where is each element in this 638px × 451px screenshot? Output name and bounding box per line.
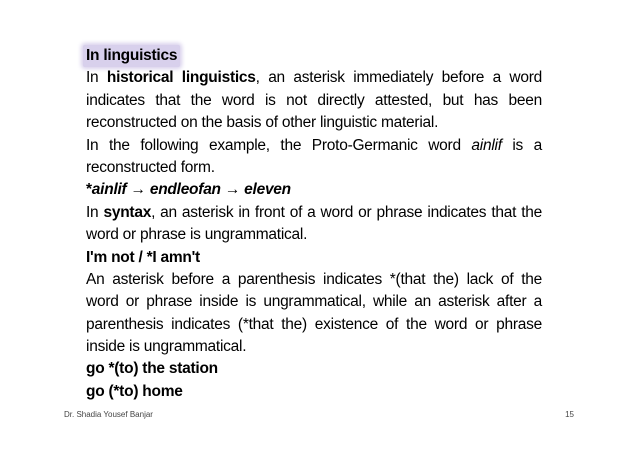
example-4-text: go (*to) home	[86, 382, 183, 400]
example-3-text: go *(to) the station	[86, 360, 218, 378]
slide-content	[86, 45, 542, 403]
paragraph-3-line-1	[86, 202, 542, 224]
paragraph-4-line-4: inside is ungrammatical.	[86, 338, 247, 356]
example-4	[86, 381, 542, 403]
paragraph-4-line-2: word or phrase inside is ungrammatical, while an asterisk after a	[86, 293, 542, 311]
page-number: 15	[565, 410, 574, 419]
term-historical-linguistics: historical linguistics	[106, 69, 256, 87]
example-2-text: I'm not / *I amn't	[86, 248, 200, 266]
paragraph-2-line-2: reconstructed form.	[86, 158, 215, 176]
section-heading: In linguistics	[83, 45, 180, 67]
term-syntax: syntax	[103, 203, 152, 221]
paragraph-1-line-1	[86, 67, 542, 89]
text: In	[86, 203, 104, 221]
paragraph-1-line-2: indicates that the word is not directly attested, but has been	[86, 91, 542, 109]
paragraph-4-line-1: An asterisk before a parenthesis indicates *(that the) lack of the	[86, 270, 542, 288]
asterisk: *	[86, 181, 92, 199]
text: , an asterisk immediately before a word	[255, 69, 542, 87]
paragraph-2-line-1	[86, 135, 542, 157]
footer-author: Dr. Shadia Yousef Banjar	[64, 410, 153, 419]
heading-line	[86, 45, 542, 67]
example-1	[86, 179, 542, 201]
text: , an asterisk in front of a word or phrase indicates that the	[151, 203, 542, 221]
text: In the following example, the Proto-Germanic word	[86, 136, 472, 154]
text: is a	[501, 136, 542, 154]
text: In	[86, 69, 107, 87]
paragraph-1-line-3: reconstructed on the basis of other linguistic material.	[86, 114, 439, 132]
paragraph-4-line-3: parenthesis indicates (*that the) existence of the word or phrase	[86, 315, 542, 333]
example-3	[86, 358, 542, 380]
example-1-text: ainlif → endleofan → eleven	[91, 181, 291, 199]
term-ainlif: ainlif	[471, 136, 502, 154]
paragraph-3-line-2: word or phrase is ungrammatical.	[86, 226, 308, 244]
example-2	[86, 247, 542, 269]
